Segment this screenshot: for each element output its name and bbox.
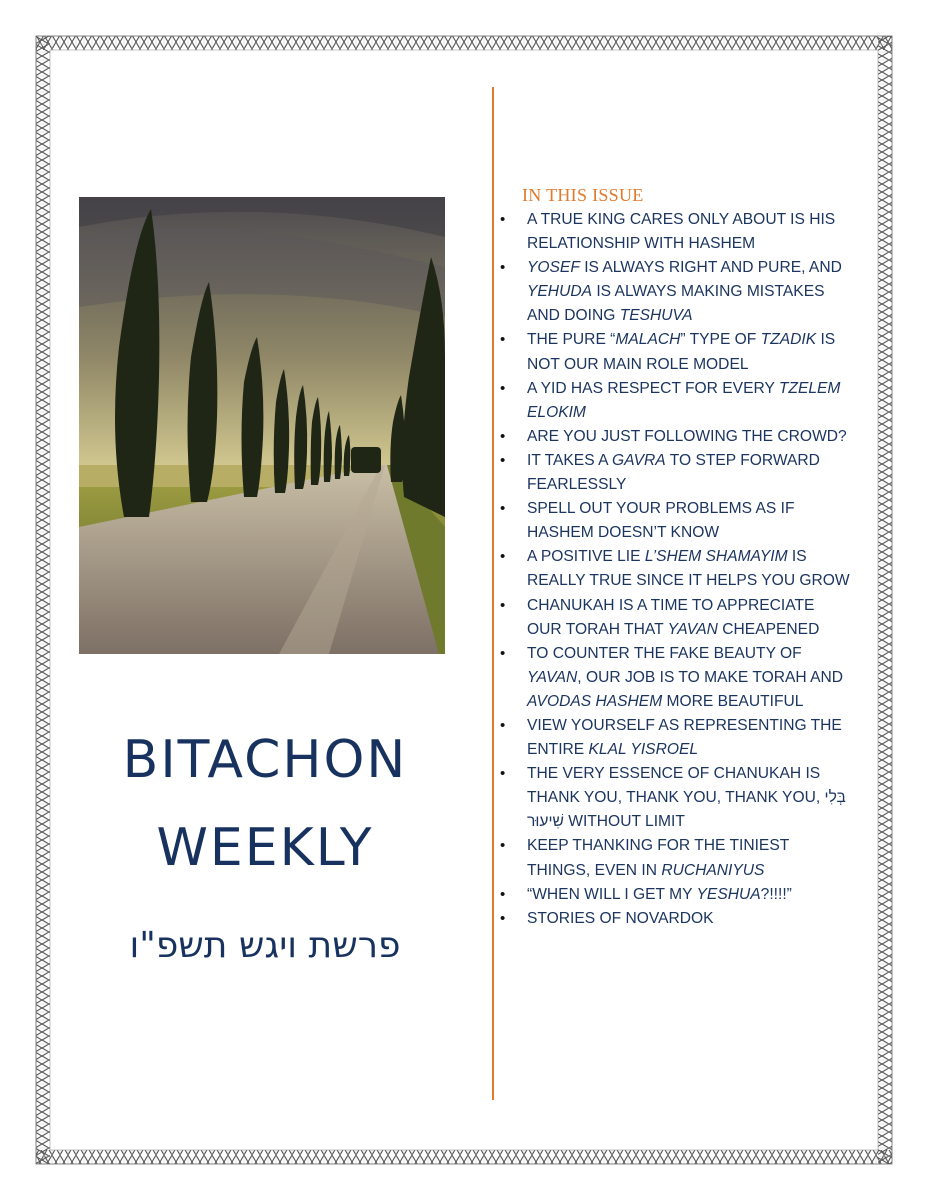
column-divider	[492, 87, 494, 1100]
issue-list-item-text: IS ALWAYS MAKING MISTAKES AND DOING	[527, 283, 825, 325]
issue-list-item	[498, 377, 850, 425]
issue-list-item-text: ” TYPE OF	[680, 331, 761, 349]
issue-list-item	[498, 328, 850, 376]
issue-list-item-text: YOSEF	[527, 259, 580, 277]
masthead-line-1: BITACHON	[122, 730, 408, 790]
issue-list-item-text: , OUR JOB IS TO MAKE TORAH AND	[577, 668, 844, 686]
in-this-issue-heading: IN THIS ISSUE	[522, 185, 644, 205]
issue-list-item-text: VIEW YOURSELF AS REPRESENTING THE ENTIRE	[527, 716, 842, 759]
issue-list-item	[498, 256, 850, 328]
issue-list-item-text: A POSITIVE LIE	[527, 548, 645, 566]
issue-list-item-text: TZADIK	[760, 331, 817, 349]
issue-list-item	[498, 714, 850, 762]
issue-list-item	[498, 642, 850, 714]
hebrew-parsha-subtitle: פרשת ויגש תשפ"ו	[129, 925, 401, 966]
issue-list-item-text: MALACH	[615, 331, 681, 349]
issue-list-item-text: CHANUKAH IS A TIME TO APPRECIATE OUR TORAH THAT	[527, 596, 815, 638]
issue-list-item-text: WITHOUT LIMIT	[563, 813, 685, 831]
issue-list-item-text: AVODAS HASHEM	[527, 692, 663, 710]
issue-list-item	[498, 762, 850, 834]
issue-list-item-text: THE PURE “	[527, 331, 616, 349]
issue-list-item-text: A TRUE KING CARES ONLY ABOUT IS HIS RELATIONSHIP WITH HASHEM	[527, 211, 836, 253]
issue-list-item-text: YESHUA	[696, 885, 761, 903]
issue-list-item-text: YAVAN	[667, 620, 718, 638]
issue-list-item-text: ARE YOU JUST FOLLOWING THE CROWD?	[527, 427, 847, 445]
issue-list-item-text: A YID HAS RESPECT FOR EVERY	[527, 379, 779, 397]
issue-list-item-text: SPELL OUT YOUR PROBLEMS AS IF HASHEM DOESN’T KNOW	[527, 500, 795, 542]
issue-list-item	[498, 425, 850, 449]
issue-list-item-text: TO STEP FORWARD FEARLESSLY	[527, 451, 820, 494]
issue-list-item-text: TO COUNTER THE FAKE BEAUTY OF	[527, 644, 802, 662]
issue-list-item	[498, 907, 850, 931]
issue-list-item	[498, 594, 850, 642]
issue-list-item-text: IS NOT OUR MAIN ROLE MODEL	[527, 331, 836, 373]
issue-list-item-text: RUCHANIYUS	[661, 861, 765, 879]
issue-list-item	[498, 883, 850, 907]
issue-list-item-text: GAVRA	[611, 451, 666, 469]
issue-list-item-text: KEEP THANKING FOR THE TINIEST THINGS, EVEN IN	[527, 837, 789, 879]
issue-list-item	[498, 208, 850, 256]
issue-list-item-text: IS REALLY TRUE SINCE IT HELPS YOU GROW	[527, 548, 850, 590]
issue-list-item-text: KLAL YISROEL	[588, 741, 699, 759]
issue-list-item-text: בְּלִי שִׁיעוּר	[527, 789, 846, 831]
issue-list-item-text: IT TAKES A	[527, 451, 612, 469]
masthead-line-2: WEEKLY	[156, 818, 374, 878]
issue-list-item-text: TZELEM ELOKIM	[527, 379, 841, 421]
issue-list-item-text: THE VERY ESSENCE OF CHANUKAH IS THANK YOU, THANK YOU, THANK YOU,	[527, 765, 825, 807]
issue-list-item-text: CHEAPENED	[717, 620, 820, 638]
issue-list-item-text: “WHEN WILL I GET MY	[527, 885, 697, 903]
issue-list-item-text: YAVAN	[527, 668, 578, 686]
issue-list-item-text: ?!!!!”	[760, 885, 792, 903]
issue-list-item	[498, 545, 850, 593]
issue-list-item-text: TESHUVA	[619, 307, 693, 325]
issue-list-item-text: IS ALWAYS RIGHT AND PURE, AND	[579, 259, 842, 277]
issue-list-item-text: STORIES OF NOVARDOK	[527, 909, 714, 927]
issue-list-item-text: MORE BEAUTIFUL	[662, 692, 804, 710]
issue-list-item	[498, 834, 850, 882]
issue-list-item-text: YEHUDA	[527, 283, 592, 301]
in-this-issue-list	[498, 208, 850, 931]
issue-list-item-text: L’SHEM SHAMAYIM	[644, 548, 788, 566]
issue-list-item	[498, 449, 850, 497]
issue-list-item	[498, 497, 850, 545]
cypress-road-photo	[79, 197, 445, 654]
